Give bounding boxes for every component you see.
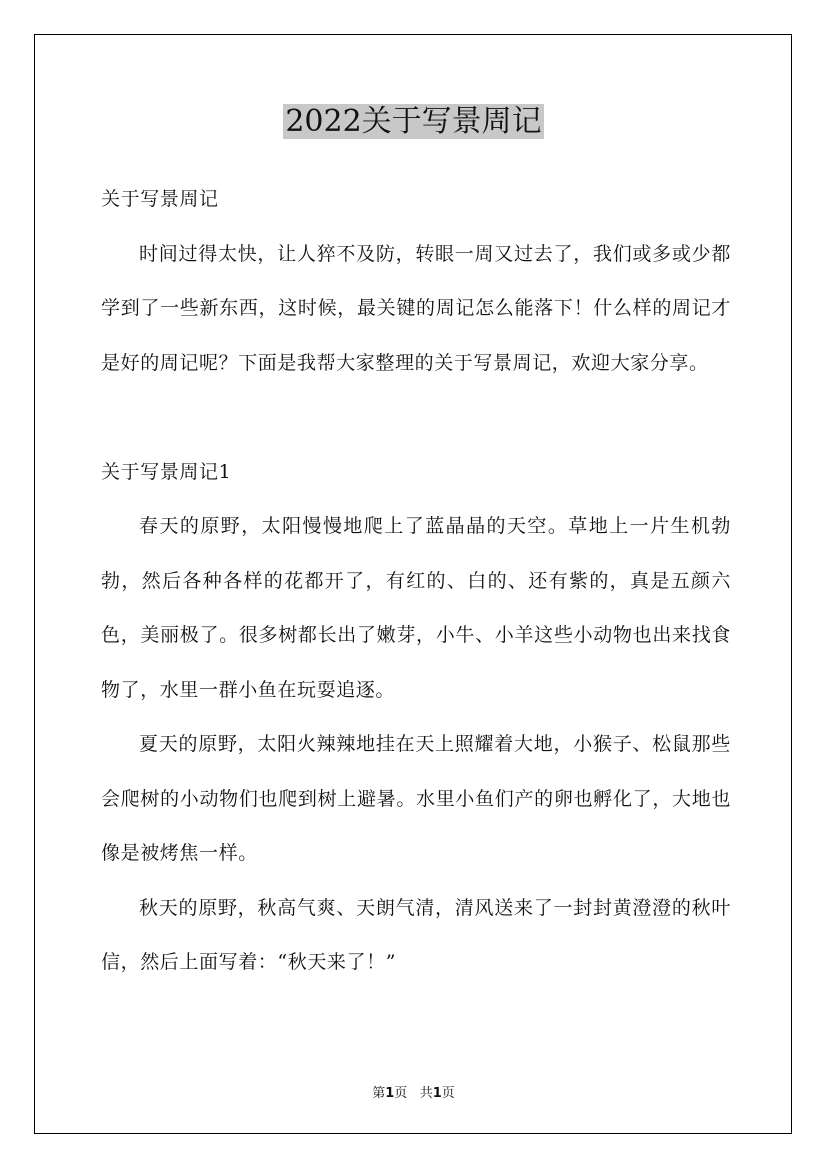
footer-page-suffix: 页 xyxy=(394,1086,408,1101)
footer-total-suffix: 页 xyxy=(441,1086,455,1101)
document-body xyxy=(101,172,731,990)
document-title-container xyxy=(0,100,827,144)
intro-paragraph: 时间过得太快，让人猝不及防，转眼一周又过去了，我们或多或少都学到了一些新东西，这时候，最关键的周记怎么能落下！什么样的周记才是好的周记呢？下面是我帮大家整理的关于写景周记，欢迎大家分享。 xyxy=(101,242,731,374)
page-footer xyxy=(0,1082,827,1101)
footer-page-prefix: 第 xyxy=(372,1086,386,1101)
section-heading: 关于写景周记1 xyxy=(101,460,232,483)
paragraph-summer: 夏天的原野，太阳火辣辣地挂在天上照耀着大地，小猴子、松鼠那些会爬树的小动物们也爬到树上避暑。水里小鱼们产的卵也孵化了，大地也像是被烤焦一样。 xyxy=(101,733,731,864)
paragraph-autumn: 秋天的原野，秋高气爽、天朗气清，清风送来了一封封黄澄澄的秋叶信，然后上面写着：“秋天来了！” xyxy=(101,896,731,973)
footer-total-prefix: 共 xyxy=(419,1086,433,1101)
footer-total-pages: 1 xyxy=(432,1086,442,1101)
document-title: 2022关于写景周记 xyxy=(285,104,542,139)
footer-page-number: 1 xyxy=(385,1086,395,1101)
document-subtitle: 关于写景周记 xyxy=(101,188,219,210)
paragraph-spring: 春天的原野，太阳慢慢地爬上了蓝晶晶的天空。草地上一片生机勃勃，然后各种各样的花都开了，有红的、白的、还有紫的，真是五颜六色，美丽极了。很多树都长出了嫩芽，小牛、小羊这些小动物也出来找食物了，水里一群小鱼在玩耍追逐。 xyxy=(101,515,731,701)
paragraph-spacer xyxy=(101,390,731,445)
